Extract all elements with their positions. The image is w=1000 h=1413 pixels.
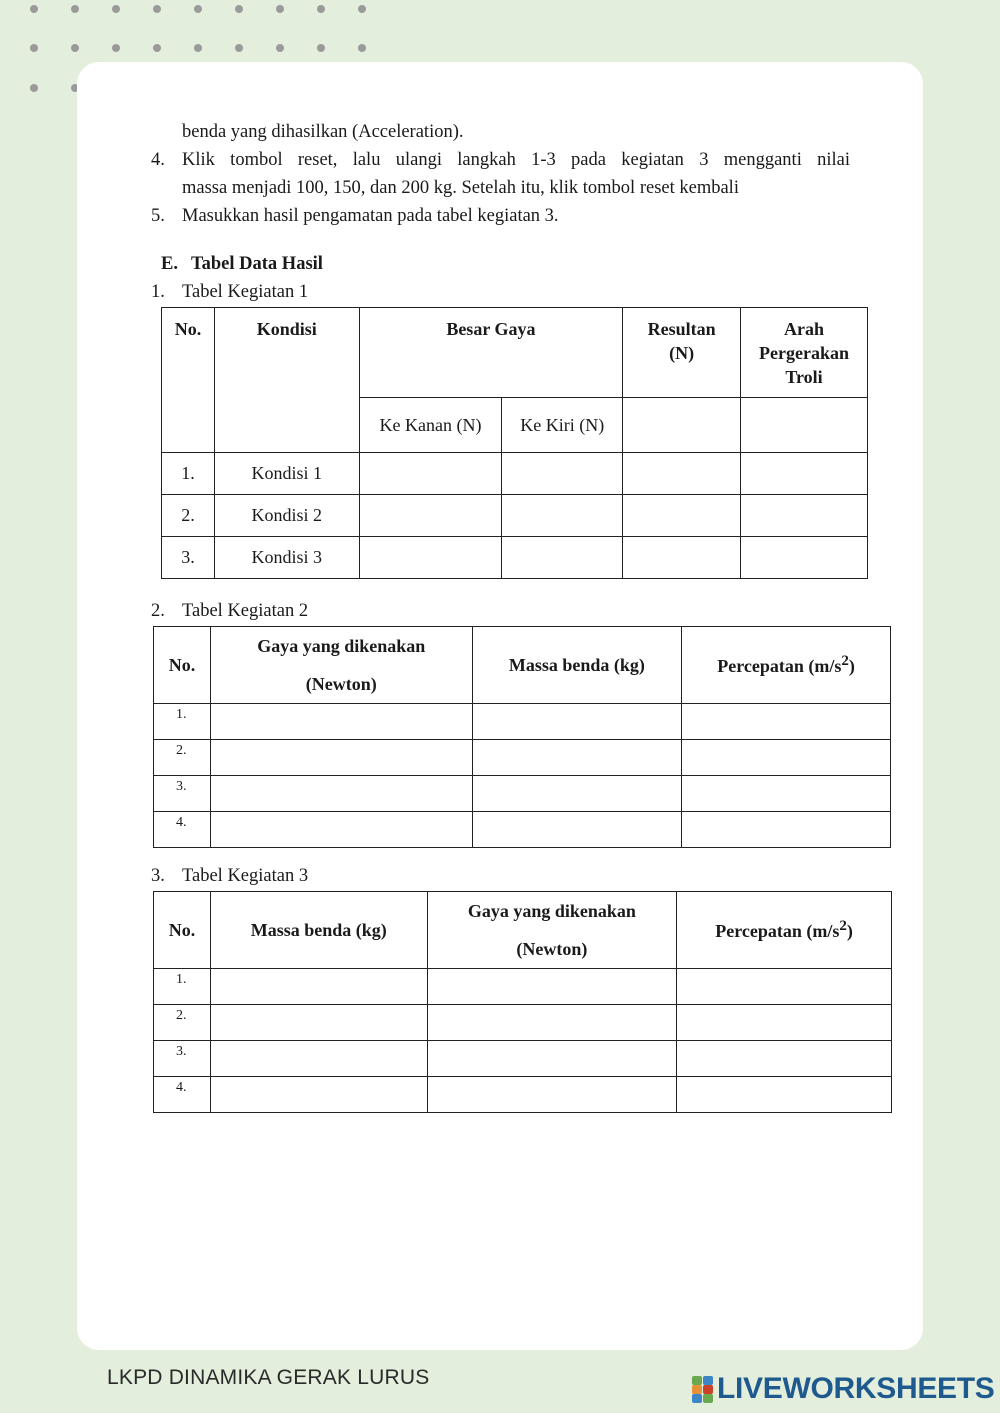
cell-no: 2. [162, 495, 215, 537]
input-arah[interactable] [741, 537, 868, 579]
table-row [154, 740, 891, 776]
header-percepatan-text: Percepatan (m/s [715, 921, 840, 941]
header-percepatan-exponent: 2 [841, 653, 849, 669]
table-1-caption: Tabel Kegiatan 1 [182, 282, 309, 302]
liveworksheets-brand: LIVEWORKSHEETS [717, 1372, 995, 1405]
input-percepatan[interactable] [677, 1077, 892, 1113]
cell-no: 2. [154, 1005, 211, 1041]
input-percepatan[interactable] [677, 1041, 892, 1077]
cell-no: 1. [154, 969, 211, 1005]
table-kegiatan-1 [161, 307, 868, 579]
input-ke-kiri[interactable] [502, 495, 623, 537]
input-gaya[interactable] [427, 1041, 677, 1077]
input-resultan[interactable] [623, 537, 741, 579]
header-besar-gaya: Besar Gaya [359, 308, 622, 398]
input-resultan[interactable] [623, 495, 741, 537]
cell-kondisi: Kondisi 1 [214, 453, 359, 495]
cell-no: 4. [154, 812, 211, 848]
table-row [162, 453, 868, 495]
step-5-number: 5. [151, 206, 165, 226]
header-no: No. [154, 892, 211, 969]
cell-no: 1. [154, 704, 211, 740]
input-massa[interactable] [210, 969, 427, 1005]
table-row [154, 1077, 892, 1113]
input-massa[interactable] [472, 776, 682, 812]
header-massa: Massa benda (kg) [210, 892, 427, 969]
table-3-caption: Tabel Kegiatan 3 [182, 866, 309, 886]
cell-no: 2. [154, 740, 211, 776]
input-gaya[interactable] [427, 1077, 677, 1113]
input-gaya[interactable] [210, 704, 472, 740]
cell-kondisi: Kondisi 2 [214, 495, 359, 537]
table-kegiatan-3 [153, 891, 892, 1113]
input-ke-kanan[interactable] [359, 453, 502, 495]
input-resultan[interactable] [623, 453, 741, 495]
table-row [154, 776, 891, 812]
liveworksheets-logo-icon [692, 1374, 714, 1404]
input-massa[interactable] [210, 1077, 427, 1113]
input-percepatan[interactable] [677, 1005, 892, 1041]
header-percepatan-text: Percepatan (m/s [717, 656, 842, 676]
table-2-caption: Tabel Kegiatan 2 [182, 601, 309, 621]
header-percepatan [677, 892, 892, 969]
step-4-number: 4. [151, 150, 165, 170]
step-4-line-1: Klik tombol reset, lalu ulangi langkah 1-3 pada kegiatan 3 mengganti nilai [182, 150, 850, 170]
input-percepatan[interactable] [677, 969, 892, 1005]
input-ke-kiri[interactable] [502, 453, 623, 495]
table-row [162, 537, 868, 579]
input-ke-kanan[interactable] [359, 537, 502, 579]
section-title: Tabel Data Hasil [191, 254, 323, 274]
table-kegiatan-2 [153, 626, 891, 848]
header-gaya-line-1: Gaya yang dikenakan [257, 636, 426, 656]
input-gaya[interactable] [427, 1005, 677, 1041]
input-percepatan[interactable] [682, 740, 891, 776]
table-row [154, 969, 892, 1005]
header-percepatan-exponent: 2 [839, 918, 847, 934]
table-row [154, 1041, 892, 1077]
cell-no: 3. [162, 537, 215, 579]
instruction-line-continued: benda yang dihasilkan (Acceleration). [182, 122, 464, 142]
footer-title: LKPD DINAMIKA GERAK LURUS [107, 1366, 430, 1389]
header-percepatan-close: ) [848, 656, 855, 676]
table-1-number: 1. [151, 282, 165, 302]
liveworksheets-logo[interactable] [692, 1372, 995, 1406]
header-gaya [210, 627, 472, 704]
cell-kondisi: Kondisi 3 [214, 537, 359, 579]
cell-no: 4. [154, 1077, 211, 1113]
header-ke-kanan: Ke Kanan (N) [359, 398, 502, 453]
input-gaya[interactable] [427, 969, 677, 1005]
input-massa[interactable] [210, 1005, 427, 1041]
cell-no: 3. [154, 776, 211, 812]
section-letter: E. [161, 254, 178, 274]
cell-no: 1. [162, 453, 215, 495]
input-massa[interactable] [472, 704, 682, 740]
header-gaya-line-1: Gaya yang dikenakan [467, 901, 636, 921]
cell-no: 3. [154, 1041, 211, 1077]
table-2-number: 2. [151, 601, 165, 621]
table-row [154, 1005, 892, 1041]
input-arah[interactable] [741, 453, 868, 495]
header-kondisi: Kondisi [214, 308, 359, 453]
input-percepatan[interactable] [682, 776, 891, 812]
header-ke-kiri: Ke Kiri (N) [502, 398, 623, 453]
header-gaya-line-2: (Newton) [305, 674, 377, 694]
input-ke-kanan[interactable] [359, 495, 502, 537]
header-percepatan [682, 627, 891, 704]
input-percepatan[interactable] [682, 812, 891, 848]
input-massa[interactable] [472, 812, 682, 848]
step-4-line-2: massa menjadi 100, 150, dan 200 kg. Setelah itu, klik tombol reset kembali [182, 178, 739, 198]
input-gaya[interactable] [210, 812, 472, 848]
header-gaya-line-2: (Newton) [516, 939, 588, 959]
input-arah[interactable] [741, 495, 868, 537]
input-gaya[interactable] [210, 740, 472, 776]
step-5-text: Masukkan hasil pengamatan pada tabel kegiatan 3. [182, 206, 559, 226]
input-massa[interactable] [210, 1041, 427, 1077]
input-ke-kiri[interactable] [502, 537, 623, 579]
header-resultan: Resultan (N) [623, 308, 741, 398]
input-massa[interactable] [472, 740, 682, 776]
input-gaya[interactable] [210, 776, 472, 812]
header-no: No. [154, 627, 211, 704]
table-row [162, 495, 868, 537]
header-massa: Massa benda (kg) [472, 627, 682, 704]
table-row [154, 812, 891, 848]
input-percepatan[interactable] [682, 704, 891, 740]
table-row [154, 704, 891, 740]
header-gaya [427, 892, 677, 969]
header-arah: Arah Pergerakan Troli [741, 308, 868, 398]
cell-blank[interactable] [741, 398, 868, 453]
table-3-number: 3. [151, 866, 165, 886]
header-no: No. [162, 308, 215, 453]
header-percepatan-close: ) [846, 921, 853, 941]
cell-blank[interactable] [623, 398, 741, 453]
